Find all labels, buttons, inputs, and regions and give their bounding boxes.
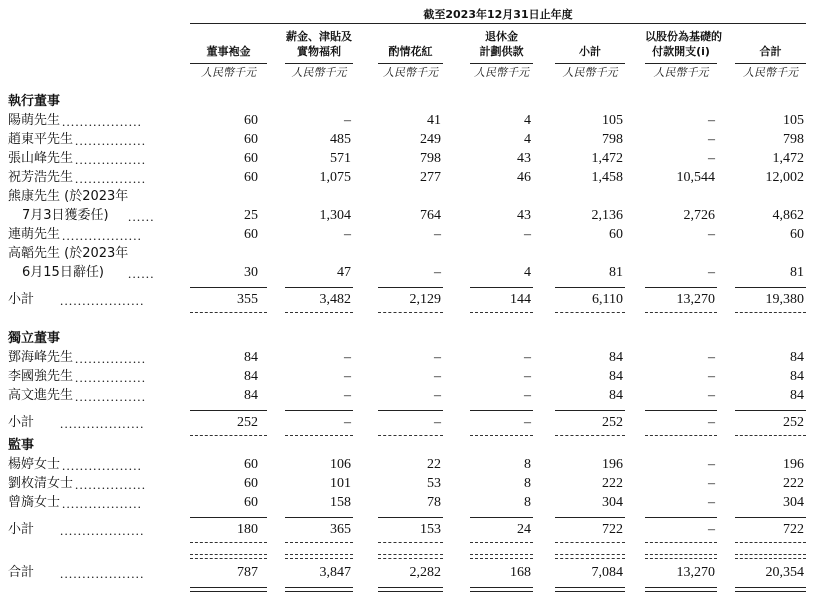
table-row-value: – — [708, 495, 715, 510]
column-header: 退休金 — [485, 30, 518, 43]
table-row-value: 1,472 — [591, 151, 623, 166]
table-row-value: 2,726 — [683, 208, 715, 223]
table-row-value: 571 — [330, 151, 351, 166]
subtotal-bottom-rule — [378, 542, 443, 543]
unit-label: 人民幣千元 — [562, 67, 618, 79]
table-row-value: – — [434, 265, 441, 280]
column-header: 小計 — [579, 45, 601, 58]
table-row-value: 84 — [609, 388, 623, 403]
table-row-value: 84 — [609, 369, 623, 384]
table-row-value: 2,136 — [591, 208, 623, 223]
total-top-rule — [285, 554, 353, 555]
row-label: 鄧海峰先生 — [8, 350, 74, 365]
row-label: 曾旖女士 — [8, 495, 61, 510]
leader-dots: ................ — [75, 152, 147, 167]
table-row-value: 47 — [337, 265, 351, 280]
unit-label: 人民幣千元 — [383, 67, 438, 79]
table-row-value: 4 — [524, 132, 531, 147]
total-row-value: 2,282 — [409, 565, 441, 580]
table-row-value: 4 — [524, 113, 531, 128]
period-header-rule — [190, 23, 806, 24]
total-bottom-rule — [645, 587, 717, 588]
table-row-value: 84 — [790, 369, 804, 384]
total-top-rule — [735, 554, 806, 555]
table-row-value: 84 — [244, 388, 258, 403]
row-label: 張山峰先生 — [8, 151, 74, 166]
subtotal-bottom-rule — [285, 435, 353, 436]
leader-dots: .................. — [62, 458, 143, 473]
row-label: 合計 — [8, 565, 35, 580]
total-bottom-rule — [285, 587, 353, 588]
table-row-value: 60 — [244, 132, 258, 147]
row-label: 小計 — [8, 415, 35, 430]
table-row-value: – — [434, 369, 441, 384]
table-row-value: 60 — [244, 113, 258, 128]
subtotal-row-value: – — [708, 415, 715, 430]
subtotal-bottom-rule — [555, 312, 625, 313]
table-row-value: – — [434, 350, 441, 365]
table-row-value: 4,862 — [772, 208, 804, 223]
table-row-value: 60 — [244, 227, 258, 242]
table-row-value: 84 — [609, 350, 623, 365]
subtotal-bottom-rule — [285, 312, 353, 313]
leader-dots: .................. — [62, 114, 143, 129]
subtotal-top-rule — [555, 517, 625, 518]
column-header-rule — [285, 63, 353, 64]
total-bottom-rule — [735, 587, 806, 588]
subtotal-row-value: 180 — [237, 522, 258, 537]
subtotal-top-rule — [735, 517, 806, 518]
table-row-value: 60 — [244, 495, 258, 510]
row-label: 小計 — [8, 522, 35, 537]
subtotal-top-rule — [645, 410, 717, 411]
subtotal-top-rule — [190, 517, 267, 518]
subtotal-row-value: – — [524, 415, 531, 430]
table-row-value: 22 — [427, 457, 441, 472]
table-row-value: 60 — [244, 476, 258, 491]
table-row-value: 30 — [244, 265, 258, 280]
table-row-value: – — [524, 369, 531, 384]
table-row-value: 8 — [524, 495, 531, 510]
total-top-rule — [555, 558, 625, 559]
table-row-value: 60 — [790, 227, 804, 242]
total-row-value: 7,084 — [591, 565, 623, 580]
row-label: 連萌先生 — [8, 227, 61, 242]
subtotal-bottom-rule — [555, 435, 625, 436]
table-row-value: 1,472 — [772, 151, 804, 166]
table-row-value: – — [344, 369, 351, 384]
leader-dots: ................ — [75, 133, 147, 148]
leader-dots: .................. — [62, 228, 143, 243]
table-row-value: – — [434, 388, 441, 403]
total-bottom-rule — [735, 591, 806, 592]
table-row-value: 84 — [244, 350, 258, 365]
section-title: 獨立董事 — [8, 331, 61, 346]
row-label: 趙東平先生 — [8, 132, 74, 147]
total-top-rule — [285, 558, 353, 559]
row-label: 高韜先生 (於2023年 — [8, 246, 129, 261]
subtotal-bottom-rule — [735, 312, 806, 313]
subtotal-bottom-rule — [378, 435, 443, 436]
total-top-rule — [645, 554, 717, 555]
table-row-value: 8 — [524, 457, 531, 472]
leader-dots: ................ — [75, 351, 147, 366]
column-header-rule — [555, 63, 625, 64]
subtotal-top-rule — [645, 287, 717, 288]
table-row-value: 84 — [244, 369, 258, 384]
subtotal-top-rule — [735, 410, 806, 411]
column-header-rule — [470, 63, 533, 64]
column-header: 以股份為基礎的 — [645, 30, 722, 43]
subtotal-top-rule — [285, 410, 353, 411]
table-row-value: 60 — [244, 151, 258, 166]
total-top-rule — [645, 558, 717, 559]
subtotal-row-value: – — [708, 522, 715, 537]
unit-label: 人民幣千元 — [743, 67, 798, 79]
table-row-value: – — [524, 350, 531, 365]
table-row-value: – — [344, 113, 351, 128]
leader-dots: ................... — [60, 566, 145, 581]
subtotal-bottom-rule — [645, 542, 717, 543]
table-row-value: 60 — [244, 457, 258, 472]
table-row-value: – — [708, 113, 715, 128]
table-row-value: – — [344, 350, 351, 365]
subtotal-row-value: 365 — [330, 522, 351, 537]
table-row-value: 304 — [602, 495, 623, 510]
subtotal-bottom-rule — [285, 542, 353, 543]
total-bottom-rule — [555, 591, 625, 592]
table-row-value: 106 — [330, 457, 351, 472]
subtotal-top-rule — [285, 287, 353, 288]
table-row-value: – — [344, 227, 351, 242]
subtotal-row-value: 722 — [602, 522, 623, 537]
table-row-value: 43 — [517, 151, 531, 166]
subtotal-top-rule — [285, 517, 353, 518]
table-row-value: – — [344, 388, 351, 403]
table-row-value: 249 — [420, 132, 441, 147]
total-top-rule — [470, 558, 533, 559]
row-label: 祝芳浩先生 — [8, 170, 74, 185]
subtotal-bottom-rule — [470, 312, 533, 313]
period-header: 截至2023年12月31日止年度 — [423, 8, 573, 21]
section-title: 監事 — [8, 438, 35, 453]
subtotal-bottom-rule — [645, 435, 717, 436]
table-row-value: 222 — [783, 476, 804, 491]
row-label: 熊康先生 (於2023年 — [8, 189, 129, 204]
subtotal-bottom-rule — [470, 435, 533, 436]
leader-dots: ...... — [128, 209, 155, 224]
total-top-rule — [378, 554, 443, 555]
leader-dots: ................ — [75, 477, 147, 492]
row-label: 李國強先生 — [8, 369, 74, 384]
table-row-value: – — [434, 227, 441, 242]
total-row-value: 3,847 — [319, 565, 351, 580]
table-row-value: – — [708, 132, 715, 147]
table-row-value: – — [524, 227, 531, 242]
column-header-rule — [735, 63, 806, 64]
table-row-value: – — [708, 265, 715, 280]
row-label: 陽萌先生 — [8, 113, 61, 128]
column-header: 董事袍金 — [206, 45, 251, 58]
total-bottom-rule — [470, 591, 533, 592]
subtotal-bottom-rule — [645, 312, 717, 313]
subtotal-row-value: 252 — [783, 415, 804, 430]
unit-label: 人民幣千元 — [201, 67, 256, 79]
total-bottom-rule — [190, 587, 267, 588]
subtotal-bottom-rule — [735, 435, 806, 436]
subtotal-row-value: 13,270 — [676, 292, 715, 307]
table-row-value: 81 — [790, 265, 804, 280]
column-header: 合計 — [759, 45, 782, 58]
table-row-value: 10,544 — [676, 170, 715, 185]
column-header: 酌情花紅 — [388, 45, 433, 58]
table-row-value: 12,002 — [765, 170, 804, 185]
total-row-value: 13,270 — [676, 565, 715, 580]
subtotal-bottom-rule — [378, 312, 443, 313]
table-row-value: – — [708, 369, 715, 384]
total-top-rule — [470, 554, 533, 555]
table-row-value: 798 — [602, 132, 623, 147]
table-row-value: 196 — [783, 457, 804, 472]
table-row-value: 304 — [783, 495, 804, 510]
table-row-value: – — [524, 388, 531, 403]
leader-dots: ...... — [128, 266, 155, 281]
table-row-value: 4 — [524, 265, 531, 280]
table-row-value: – — [708, 388, 715, 403]
table-row-value: 84 — [790, 388, 804, 403]
subtotal-top-rule — [378, 517, 443, 518]
leader-dots: ................ — [75, 171, 147, 186]
total-bottom-rule — [190, 591, 267, 592]
table-row-value: 41 — [427, 113, 441, 128]
table-row-value: 84 — [790, 350, 804, 365]
subtotal-row-value: 252 — [237, 415, 258, 430]
total-top-rule — [190, 558, 267, 559]
section-title: 執行董事 — [8, 94, 61, 109]
row-label: 小計 — [8, 292, 35, 307]
subtotal-row-value: – — [344, 415, 351, 430]
row-label: 6月15日辭任) — [22, 265, 104, 280]
column-header: 薪金、津貼及 — [286, 30, 352, 43]
total-top-rule — [735, 558, 806, 559]
subtotal-top-rule — [470, 287, 533, 288]
total-bottom-rule — [285, 591, 353, 592]
table-row-value: – — [708, 151, 715, 166]
subtotal-row-value: 355 — [237, 292, 258, 307]
table-row-value: – — [708, 476, 715, 491]
table-row-value: – — [708, 350, 715, 365]
total-bottom-rule — [645, 591, 717, 592]
table-row-value: 196 — [602, 457, 623, 472]
table-row-value: 485 — [330, 132, 351, 147]
subtotal-top-rule — [555, 287, 625, 288]
subtotal-bottom-rule — [190, 435, 267, 436]
table-row-value: 105 — [783, 113, 804, 128]
subtotal-top-rule — [190, 287, 267, 288]
table-row-value: 798 — [783, 132, 804, 147]
table-row-value: 25 — [244, 208, 258, 223]
subtotal-row-value: 19,380 — [765, 292, 804, 307]
subtotal-top-rule — [470, 410, 533, 411]
subtotal-bottom-rule — [190, 312, 267, 313]
leader-dots: ................ — [75, 389, 147, 404]
subtotal-top-rule — [555, 410, 625, 411]
subtotal-top-rule — [470, 517, 533, 518]
leader-dots: ................... — [60, 523, 145, 538]
table-row-value: 78 — [427, 495, 441, 510]
leader-dots: ................... — [60, 416, 145, 431]
subtotal-row-value: 3,482 — [319, 292, 351, 307]
subtotal-row-value: 144 — [510, 292, 531, 307]
column-header: 實物福利 — [297, 45, 341, 58]
table-row-value: 8 — [524, 476, 531, 491]
subtotal-top-rule — [378, 287, 443, 288]
table-row-value: 158 — [330, 495, 351, 510]
table-row-value: 105 — [602, 113, 623, 128]
total-top-rule — [190, 554, 267, 555]
leader-dots: ................ — [75, 370, 147, 385]
table-row-value: 798 — [420, 151, 441, 166]
row-label: 劉枚清女士 — [8, 476, 74, 491]
leader-dots: .................. — [62, 496, 143, 511]
total-bottom-rule — [470, 587, 533, 588]
unit-label: 人民幣千元 — [653, 67, 709, 79]
table-row-value: – — [708, 227, 715, 242]
table-row-value: 101 — [330, 476, 351, 491]
total-row-value: 168 — [510, 565, 531, 580]
table-row-value: 764 — [420, 208, 441, 223]
total-top-rule — [555, 554, 625, 555]
table-row-value: 81 — [609, 265, 623, 280]
row-label: 高文進先生 — [8, 388, 74, 403]
subtotal-row-value: – — [434, 415, 441, 430]
row-label: 楊婷女士 — [8, 457, 61, 472]
leader-dots: ................... — [60, 293, 145, 308]
subtotal-bottom-rule — [190, 542, 267, 543]
subtotal-row-value: 153 — [420, 522, 441, 537]
subtotal-top-rule — [645, 517, 717, 518]
table-row-value: 1,075 — [319, 170, 351, 185]
table-row-value: 1,304 — [319, 208, 351, 223]
total-top-rule — [378, 558, 443, 559]
subtotal-row-value: 6,110 — [592, 292, 623, 307]
subtotal-row-value: 722 — [783, 522, 804, 537]
unit-label: 人民幣千元 — [291, 67, 347, 79]
subtotal-bottom-rule — [735, 542, 806, 543]
column-header: 付款開支(i) — [652, 45, 710, 58]
column-header-rule — [378, 63, 443, 64]
table-row-value: 53 — [427, 476, 441, 491]
table-row-value: 46 — [517, 170, 531, 185]
table-row-value: 60 — [609, 227, 623, 242]
subtotal-top-rule — [190, 410, 267, 411]
subtotal-row-value: 24 — [517, 522, 531, 537]
subtotal-row-value: 2,129 — [409, 292, 441, 307]
table-row-value: 43 — [517, 208, 531, 223]
table-row-value: 60 — [244, 170, 258, 185]
table-row-value: 277 — [420, 170, 441, 185]
subtotal-bottom-rule — [470, 542, 533, 543]
column-header-rule — [190, 63, 267, 64]
total-row-value: 787 — [237, 565, 258, 580]
subtotal-top-rule — [735, 287, 806, 288]
subtotal-row-value: 252 — [602, 415, 623, 430]
subtotal-top-rule — [378, 410, 443, 411]
row-label: 7月3日獲委任) — [22, 208, 109, 223]
table-row-value: 1,458 — [591, 170, 623, 185]
table-row-value: 222 — [602, 476, 623, 491]
total-bottom-rule — [378, 587, 443, 588]
subtotal-bottom-rule — [555, 542, 625, 543]
total-bottom-rule — [555, 587, 625, 588]
table-row-value: – — [708, 457, 715, 472]
total-row-value: 20,354 — [765, 565, 804, 580]
unit-label: 人民幣千元 — [474, 67, 529, 79]
column-header: 計劃供款 — [479, 45, 524, 58]
column-header-rule — [645, 63, 717, 64]
total-bottom-rule — [378, 591, 443, 592]
